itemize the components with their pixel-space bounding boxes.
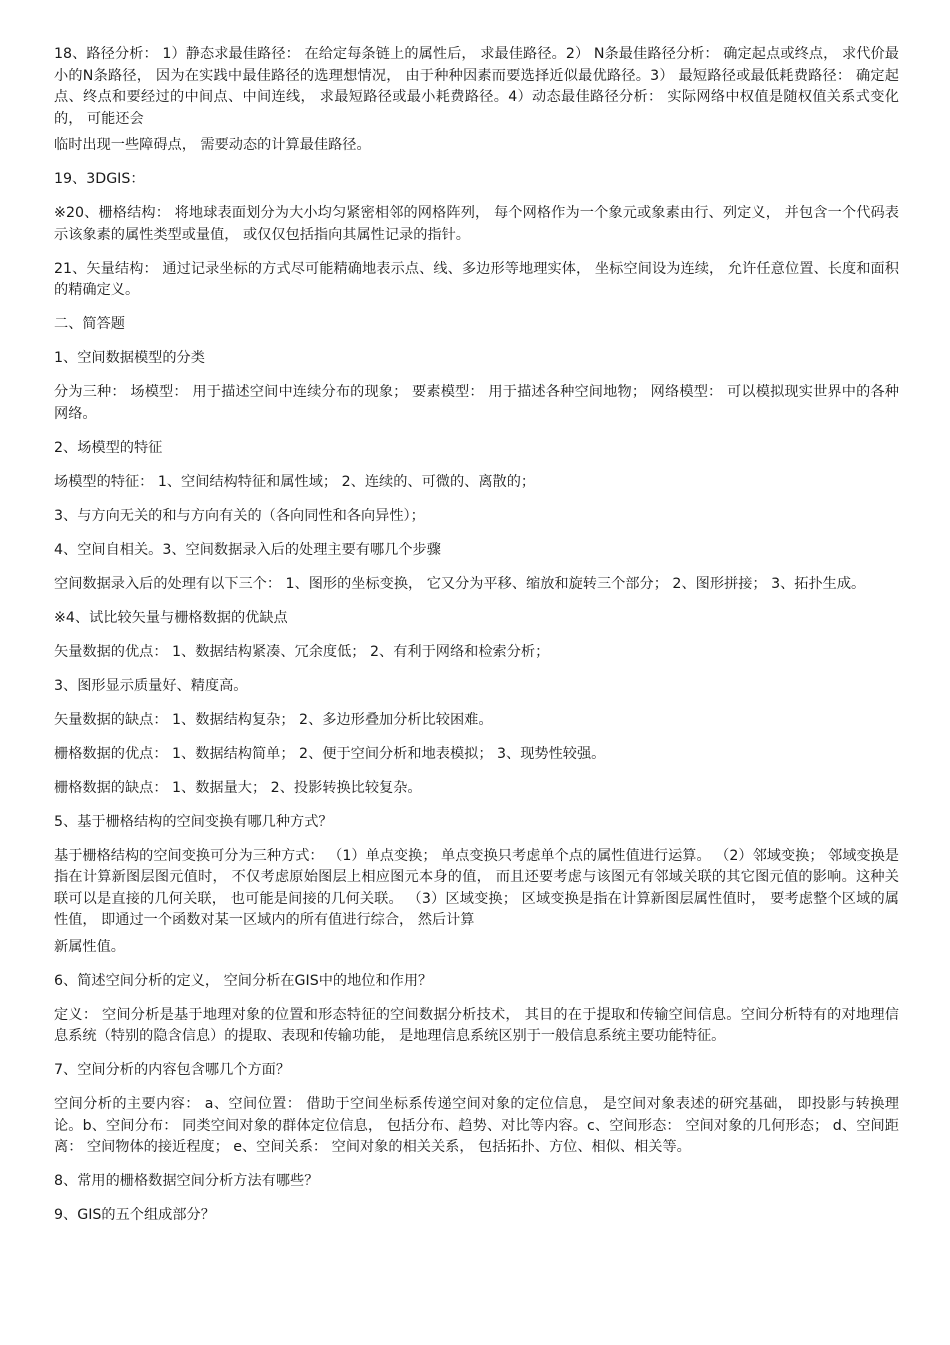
paragraph-path-analysis-continued: 临时出现一些障碍点， 需要动态的计算最佳路径。	[54, 137, 371, 153]
question-1: 1、空间数据模型的分类	[54, 350, 205, 366]
question-2: 2、场模型的特征	[54, 439, 163, 456]
question-7: 7、空间分析的内容包含哪几个方面？	[54, 1062, 291, 1078]
answer-2-line-2: 3、与方向无关的和与方向有关的（各向同性和各向异性）；	[54, 507, 425, 524]
answer-2-line-1: 场模型的特征： 1、空间结构特征和属性域； 2、连续的、可微的、离散的；	[54, 473, 536, 490]
answer-5: 基于栅格结构的空间变换可分为三种方式： （1）单点变换； 单点变换只考虑单个点的属性值进行运算。 （2）邻域变换； 邻域变换是指在计算新图层图元值时， 不仅考虑原始图层上相应图元本身的值， 而且还要考虑与该图元有邻域关联的其它图元值的影响。这种关联可以是直接的几何关联， 也可能是间接的几何关联。 （3）区域变换； 区域变换是指在计算新图层属性值时， 要考虑整个区域的属性值， 即通过一个函数对某一区域内的所有值进行综合， 然后计算	[54, 847, 899, 928]
answer-1: 分为三种： 场模型： 用于描述空间中连续分布的现象； 要素模型： 用于描述各种空间地物； 网络模型： 可以模拟现实世界中的各种网络。	[54, 384, 899, 422]
answer-3: 空间数据录入后的处理有以下三个： 1、图形的坐标变换， 它又分为平移、缩放和旋转三个部分； 2、图形拼接； 3、拓扑生成。	[54, 575, 866, 592]
raster-disadvantages: 栅格数据的缺点： 1、数据量大； 2、投影转换比较复杂。	[54, 779, 422, 796]
question-5: 5、基于栅格结构的空间变换有哪几种方式？	[54, 813, 333, 830]
paragraph-path-analysis: 18、路径分析： 1）静态求最佳路径： 在给定每条链上的属性后， 求最佳路径。2） N条最佳路径分析： 确定起点或终点， 求代价最小的N条路径， 因为在实践中最佳路径的选理想情况， 由于种种因素而要选择近似最优路径。3） 最短路径或最低耗费路径： 确定起点、终点和要经过的中间点、中间连线， 求最短路径或最小耗费路径。4）动态最佳路径分析： 实际网络中权值是随权值关系式变化的， 可能还会	[54, 46, 899, 127]
vector-disadvantages: 矢量数据的缺点： 1、数据结构复杂； 2、多边形叠加分析比较困难。	[54, 711, 493, 728]
answer-5-continued: 新属性值。	[54, 938, 125, 955]
document-page	[54, 44, 899, 1239]
paragraph-3dgis: 19、3DGIS：	[54, 171, 145, 187]
question-4: ※4、试比较矢量与栅格数据的优缺点	[54, 609, 288, 626]
answer-6: 定义： 空间分析是基于地理对象的位置和形态特征的空间数据分析技术， 其目的在于提取和传输空间信息。空间分析特有的对地理信息系统（特别的隐含信息）的提取、表现和传输功能， 是地理信息系统区别于一般信息系统主要功能特征。	[54, 1006, 899, 1044]
answer-7: 空间分析的主要内容： a、空间位置： 借助于空间坐标系传递空间对象的定位信息， 是空间对象表述的研究基础， 即投影与转换理论。b、空间分布： 同类空间对象的群体定位信息， 包括分布、趋势、对比等内容。c、空间形态： 空间对象的几何形态； d、空间距离： 空间物体的接近程度； e、空间关系： 空间对象的相关关系， 包括拓扑、方位、相似、相关等。	[54, 1096, 899, 1155]
answer-2-line-3-and-question-3: 4、空间自相关。3、空间数据录入后的处理主要有哪几个步骤	[54, 541, 441, 558]
paragraph-vector-structure: 21、矢量结构： 通过记录坐标的方式尽可能精确地表示点、线、多边形等地理实体， 坐标空间设为连续， 允许任意位置、长度和面积的精确定义。	[54, 260, 899, 298]
section-heading-short-answer: 二、简答题	[54, 316, 125, 332]
paragraph-raster-structure: ※20、栅格结构： 将地球表面划分为大小均匀紧密相邻的网格阵列， 每个网格作为一个象元或象素由行、列定义， 并包含一个代码表示该象素的属性类型或量值， 或仅仅包括指向其属性记录的指针。	[54, 205, 899, 243]
vector-advantages-continued: 3、图形显示质量好、精度高。	[54, 677, 248, 694]
question-6: 6、简述空间分析的定义， 空间分析在GIS中的地位和作用？	[54, 972, 433, 989]
raster-advantages: 栅格数据的优点： 1、数据结构简单； 2、便于空间分析和地表模拟； 3、现势性较强。	[54, 745, 606, 762]
vector-advantages: 矢量数据的优点： 1、数据结构紧凑、冗余度低； 2、有利于网络和检索分析；	[54, 643, 550, 660]
question-9: 9、GIS的五个组成部分？	[54, 1207, 215, 1223]
question-8: 8、常用的栅格数据空间分析方法有哪些？	[54, 1173, 319, 1189]
